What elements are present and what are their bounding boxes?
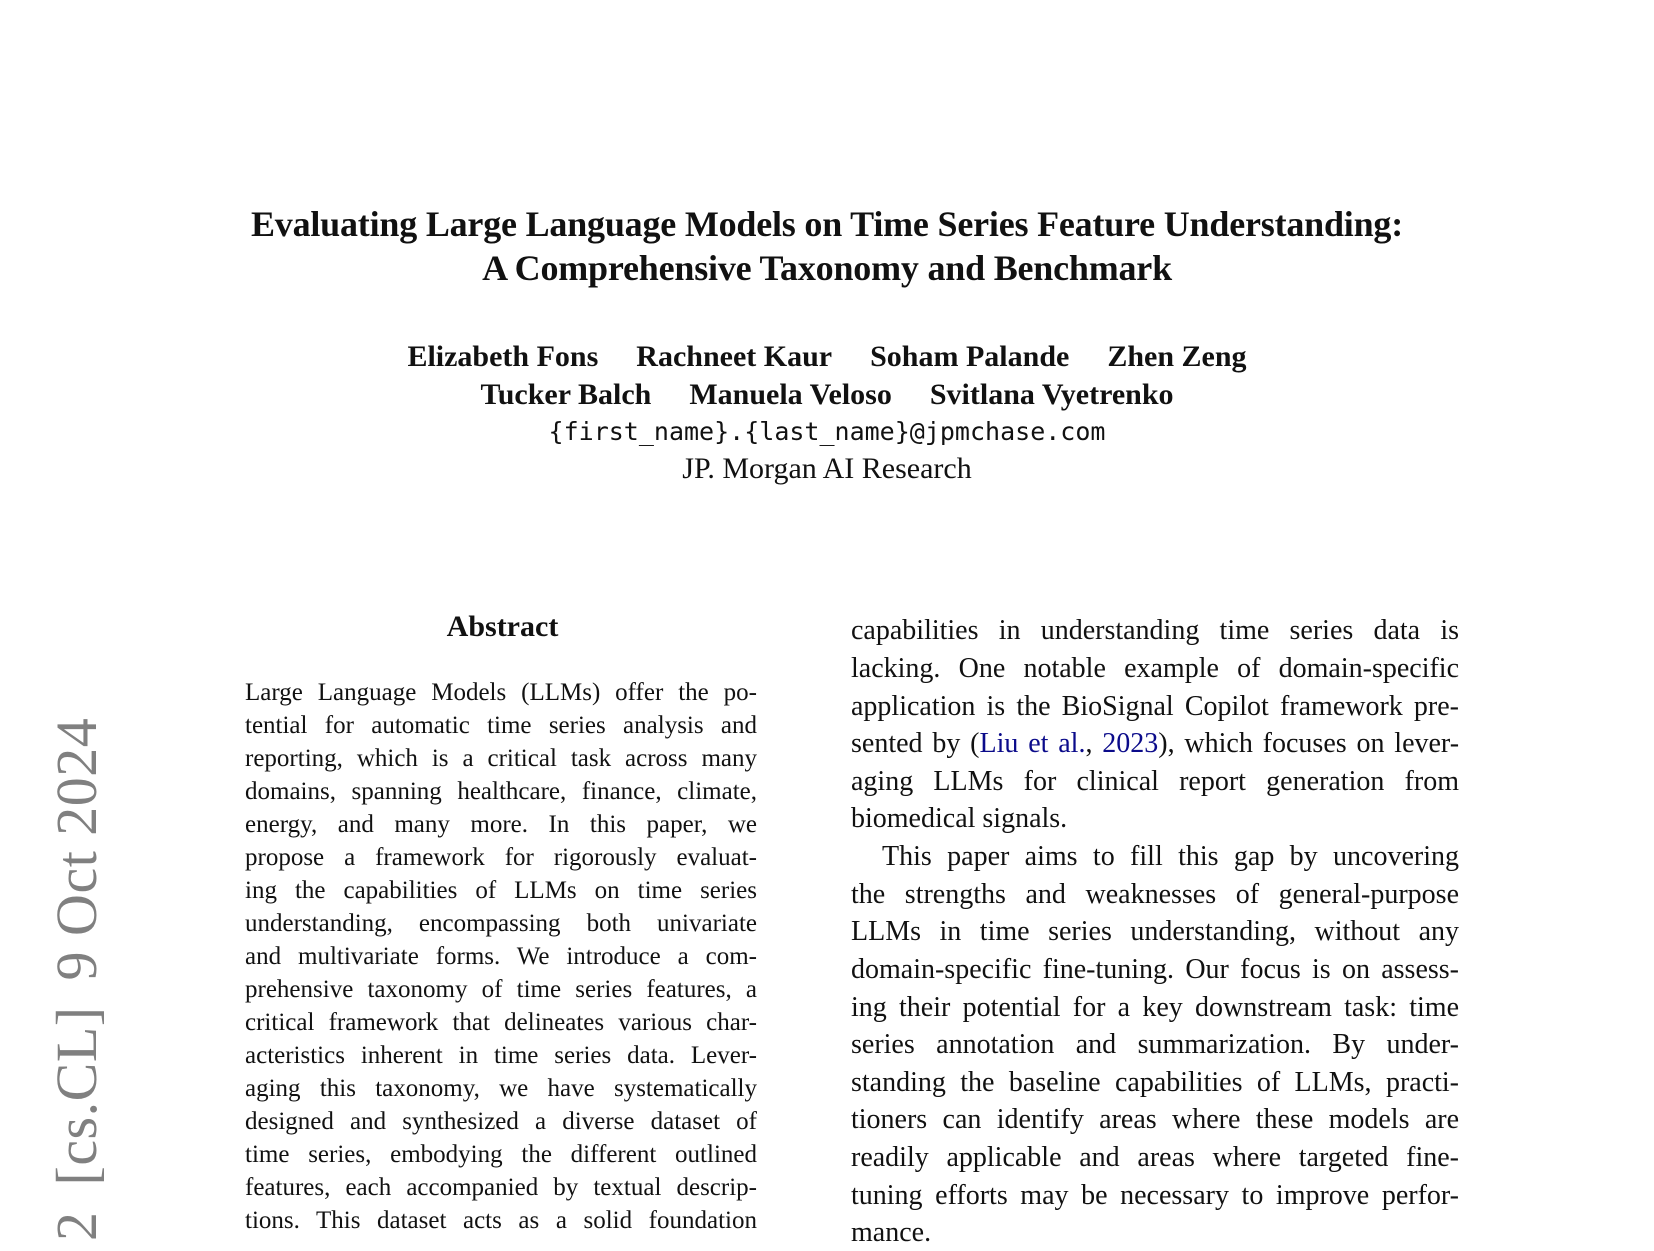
authors-row-2 bbox=[0, 376, 1654, 414]
body-line: standing the baseline capabilities of LLMs, practi- bbox=[851, 1067, 1459, 1098]
abstract-line: tions. This dataset acts as a solid foundation bbox=[245, 1207, 757, 1234]
citation-author-link[interactable]: Liu et al. bbox=[979, 728, 1086, 759]
body-line: domain-specific fine-tuning. Our focus is on assess- bbox=[851, 954, 1459, 985]
abstract-line: ing the capabilities of LLMs on time series bbox=[245, 877, 757, 904]
body-line: capabilities in understanding time series data is bbox=[851, 615, 1459, 646]
author-name: Manuela Veloso bbox=[689, 378, 892, 411]
body-line: LLMs in time series understanding, without any bbox=[851, 916, 1459, 947]
abstract-line: propose a framework for rigorously evaluat- bbox=[245, 844, 757, 871]
citation-year-link[interactable]: 2023 bbox=[1102, 728, 1159, 759]
arxiv-id-fragment: 2 bbox=[44, 1211, 109, 1241]
paper-title-line-2: A Comprehensive Taxonomy and Benchmark bbox=[482, 248, 1172, 288]
body-line: This paper aims to fill this gap by uncovering bbox=[882, 841, 1459, 872]
author-name: Zhen Zeng bbox=[1107, 340, 1247, 373]
arxiv-category: [cs.CL] bbox=[44, 1006, 109, 1186]
abstract-line: features, each accompanied by textual descrip- bbox=[245, 1174, 757, 1201]
abstract-line: reporting, which is a critical task across many bbox=[245, 745, 757, 772]
body-line: aging LLMs for clinical report generation from bbox=[851, 766, 1459, 797]
body-line: biomedical signals. bbox=[851, 803, 1068, 834]
abstract-line: domains, spanning healthcare, finance, climate, bbox=[245, 778, 757, 805]
author-name: Rachneet Kaur bbox=[636, 340, 833, 373]
body-line: mance. bbox=[851, 1217, 932, 1248]
abstract-line: and multivariate forms. We introduce a com- bbox=[245, 943, 757, 970]
paper-title-line-1: Evaluating Large Language Models on Time Series Feature Understanding: bbox=[250, 204, 1404, 244]
abstract-line: acteristics inherent in time series data. Lever- bbox=[245, 1042, 757, 1069]
citation-suffix: ), which focuses on lever- bbox=[1158, 728, 1460, 759]
arxiv-stamp bbox=[44, 692, 109, 1241]
author-affiliation: JP. Morgan AI Research bbox=[682, 452, 972, 485]
citation-prefix: sented by ( bbox=[851, 728, 980, 759]
abstract-line: designed and synthesized a diverse dataset of bbox=[245, 1108, 757, 1135]
abstract-line: understanding, encompassing both univariate bbox=[245, 910, 757, 937]
abstract-line: energy, and many more. In this paper, we bbox=[245, 811, 757, 838]
body-line: series annotation and summarization. By under- bbox=[851, 1029, 1459, 1060]
abstract-line: tential for automatic time series analysis and bbox=[245, 712, 757, 739]
body-line: ing their potential for a key downstream task: time bbox=[851, 992, 1459, 1023]
body-line: readily applicable and areas where targeted fine- bbox=[851, 1142, 1459, 1173]
body-line: the strengths and weaknesses of general-purpose bbox=[851, 879, 1459, 910]
body-line-with-citation bbox=[851, 725, 1459, 762]
abstract-heading: Abstract bbox=[446, 610, 559, 643]
authors-row-1 bbox=[0, 338, 1654, 376]
author-name: Svitlana Vyetrenko bbox=[929, 378, 1174, 411]
author-email: {first_name}.{last_name}@jpmchase.com bbox=[548, 417, 1106, 446]
body-line: tuning efforts may be necessary to improve perfor- bbox=[851, 1180, 1459, 1211]
abstract-line: Large Language Models (LLMs) offer the po- bbox=[245, 679, 757, 706]
author-name: Tucker Balch bbox=[480, 378, 652, 411]
body-line: lacking. One notable example of domain-specific bbox=[851, 653, 1459, 684]
citation-separator: , bbox=[1085, 728, 1103, 759]
arxiv-date: 9 Oct 2024 bbox=[44, 717, 109, 981]
abstract-line: aging this taxonomy, we have systematically bbox=[245, 1075, 757, 1102]
abstract-line: time series, embodying the different outlined bbox=[245, 1141, 757, 1168]
abstract-line: critical framework that delineates various char- bbox=[245, 1009, 757, 1036]
body-line: application is the BioSignal Copilot framework pre- bbox=[851, 691, 1459, 722]
abstract-line: prehensive taxonomy of time series features, a bbox=[245, 976, 757, 1003]
author-name: Elizabeth Fons bbox=[407, 340, 599, 373]
author-name: Soham Palande bbox=[870, 340, 1070, 373]
body-line: tioners can identify areas where these models are bbox=[851, 1104, 1459, 1135]
